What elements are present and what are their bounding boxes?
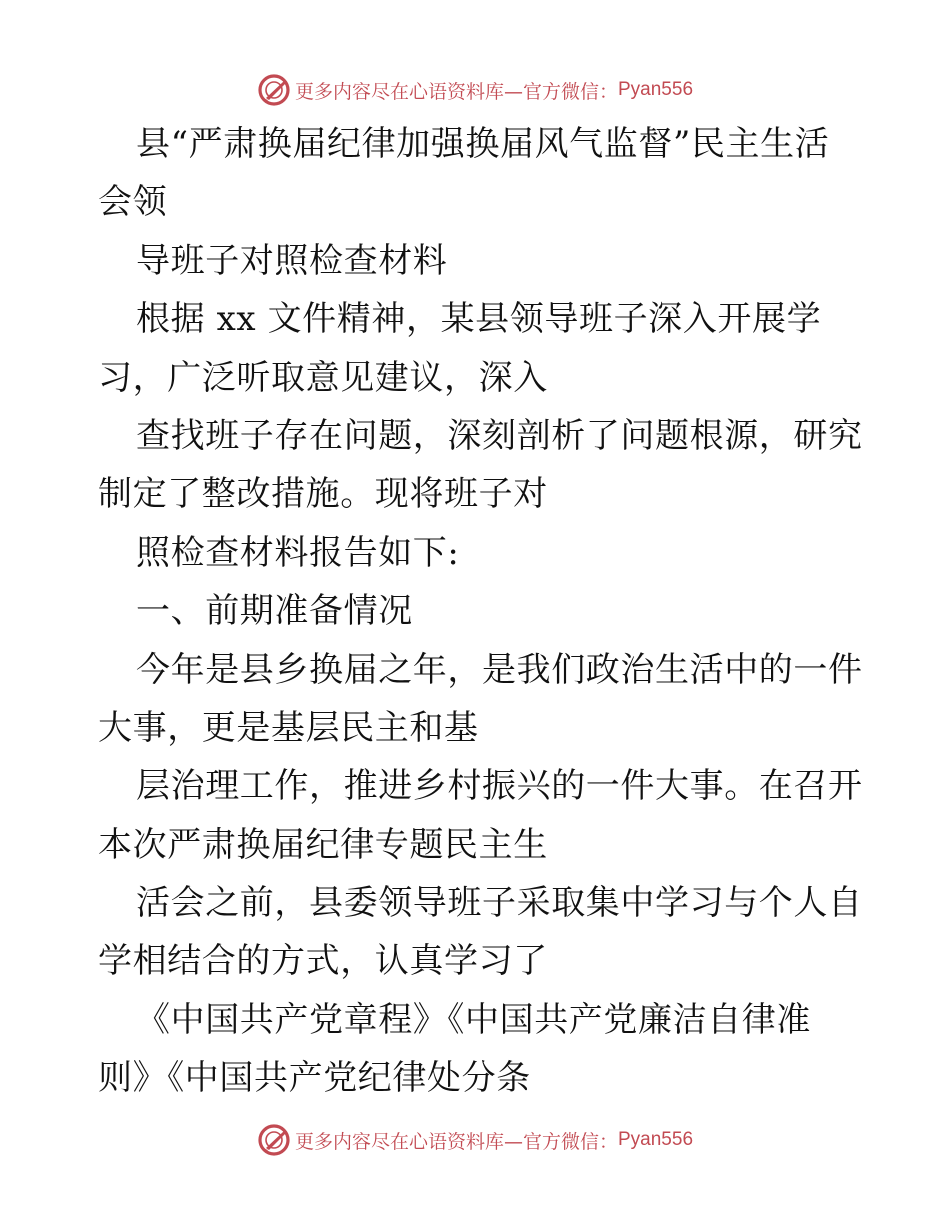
header-watermark-banner: [0, 70, 950, 110]
section-heading: 一、前期准备情况: [136, 591, 413, 632]
paragraph-line: 活会之前，县委领导班子采取集中学习与个人自: [136, 883, 863, 924]
header-watermark-text: 更多内容尽在心语资料库—官方微信：: [294, 80, 618, 103]
footer-watermark-banner: [0, 1120, 950, 1160]
header-watermark-id: Pyan556: [618, 79, 694, 100]
paragraph-line: 查找班子存在问题，深刻剖析了问题根源，研究: [136, 415, 863, 456]
paragraph-line: 照检查材料报告如下:: [136, 532, 460, 573]
paragraph-line: 大事，更是基层民主和基: [98, 707, 479, 748]
document-body: [98, 115, 863, 1108]
paragraph-line: 制定了整改措施。现将班子对: [98, 474, 548, 515]
footer-watermark-id: Pyan556: [618, 1129, 694, 1150]
paragraph-line: 学相结合的方式，认真学习了: [98, 941, 548, 982]
paragraph-line: 层治理工作，推进乡村振兴的一件大事。在召开: [136, 766, 863, 807]
footer-watermark-text: 更多内容尽在心语资料库—官方微信：: [294, 1130, 618, 1153]
paragraph-line: 本次严肃换届纪律专题民主生: [98, 824, 548, 865]
paragraph-line: 《中国共产党章程》《中国共产党廉洁自律准: [136, 999, 811, 1040]
paragraph-line: 今年是县乡换届之年，是我们政治生活中的一件: [136, 649, 863, 690]
title-line-1: 县“严肃换届纪律加强换届风气监督”民主生活: [136, 124, 830, 164]
brush-logo-icon: [257, 1123, 291, 1157]
brush-logo-icon: [257, 73, 291, 107]
paragraph-line: 根据 xx 文件精神，某县领导班子深入开展学: [136, 299, 822, 340]
paragraph-line: 则》《中国共产党纪律处分条: [98, 1058, 531, 1099]
title-line-3: 导班子对照检查材料: [136, 240, 448, 281]
title-line-2: 会领: [98, 182, 168, 223]
paragraph-line: 习，广泛听取意见建议，深入: [98, 357, 548, 398]
